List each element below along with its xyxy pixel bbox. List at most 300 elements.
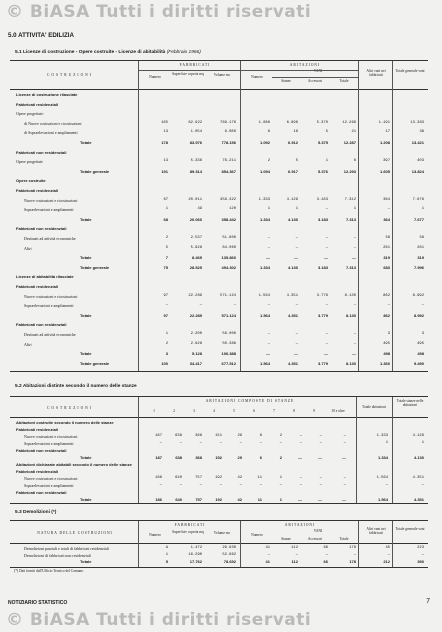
cell-value: 571.124	[220, 293, 236, 298]
header-altri-vani: Altri vani nei fabbricati	[366, 69, 386, 77]
cell-value: —	[325, 303, 328, 308]
cell-value: 364	[383, 216, 390, 222]
cell-value: 4.130	[413, 455, 424, 460]
cell-value: 4.351	[413, 497, 424, 502]
cell-value: —	[343, 434, 346, 438]
table-row	[10, 284, 428, 289]
cell-value: —	[267, 303, 270, 308]
cell-value: 683	[383, 264, 390, 270]
footer-title: NOTIZIARIO STATISTICO	[8, 600, 68, 606]
cell-value: —	[387, 303, 390, 308]
cell-value: 6	[259, 455, 262, 460]
row-label: Licenze di costruzione rilasciate	[16, 92, 78, 97]
table-row	[10, 246, 428, 251]
cell-value: 6.912	[287, 140, 298, 145]
cell-value: A	[165, 546, 168, 550]
cell-value: 1	[165, 207, 168, 212]
cell-value: 7.312	[344, 197, 356, 202]
cell-value: 6	[267, 130, 270, 135]
cell-value: 1.333	[258, 197, 270, 202]
cell-value: 1	[353, 207, 356, 212]
cell-value: 68	[163, 216, 168, 222]
cell-value: 5	[325, 130, 328, 135]
table-row	[10, 169, 428, 174]
cell-value: —	[199, 483, 202, 487]
cell-value: —	[219, 441, 222, 445]
row-label: Totale	[80, 216, 92, 222]
cell-value: —	[324, 351, 328, 357]
cell-value: —	[342, 455, 346, 460]
table-stanze	[10, 396, 428, 504]
cell-value: —	[279, 441, 282, 445]
row-label: di Sopraelevazioni e ampliamenti	[24, 130, 78, 136]
row-label: Totale	[80, 312, 92, 318]
cell-value: 16	[293, 130, 298, 135]
watermark-bottom: © BiASA Tutti i diritti riservati	[6, 610, 312, 630]
cell-value: 261	[417, 245, 424, 250]
cell-value: 82.922	[188, 120, 202, 125]
cell-value: —	[319, 441, 322, 445]
table-row	[10, 448, 428, 453]
table-row	[10, 111, 428, 116]
header-fabbricati: FABBRICATI	[179, 63, 211, 67]
cell-value: 4.129	[286, 197, 298, 202]
cell-value: 192	[215, 476, 222, 480]
cell-value: 7.313	[345, 264, 356, 270]
cell-value: 135.860	[221, 255, 236, 261]
cell-value: —	[299, 483, 302, 487]
cell-value: 3.183	[316, 197, 328, 202]
cell-value: 58	[385, 236, 390, 240]
cell-value: 494.302	[221, 264, 236, 270]
cell-value: —	[325, 245, 328, 250]
header3-volume: Volume mc	[213, 531, 231, 535]
cell-value: 223	[417, 546, 424, 550]
cell-value: 5	[165, 559, 168, 564]
cell-value: 8.465	[191, 255, 202, 261]
cell-value: 178	[349, 559, 356, 564]
row-label: Opere progettate	[16, 159, 43, 165]
table-row	[10, 159, 428, 164]
header3-ab-numero: Numero	[251, 533, 263, 537]
cell-value: —	[421, 552, 424, 557]
row-label: Totale	[80, 559, 92, 564]
cell-value: 13	[163, 130, 168, 135]
cell-value: 5	[295, 159, 298, 164]
table-row	[10, 198, 428, 203]
cell-value: 4.130	[287, 264, 298, 270]
row-label: Totale generale	[80, 360, 110, 366]
row-label: Demolizioni di fabbricati non residenziali	[24, 552, 91, 558]
cell-value: 5.338	[190, 159, 202, 164]
row-label: Abitazioni dichiarate abitabili secondo il numero delle stanze	[16, 462, 132, 467]
header2-costruzioni: COSTRUZIONI	[47, 406, 93, 410]
cell-value: —	[353, 236, 356, 240]
cell-value: 38	[419, 130, 424, 135]
cell-value: —	[267, 552, 270, 557]
header2-col: 2	[173, 409, 175, 413]
table3-note: (*) Dati forniti dall'Ufficio Tecnico del Comune.	[14, 569, 84, 573]
row-label: Totale generale	[80, 264, 110, 270]
cell-value: 106.388	[221, 351, 236, 357]
cell-value: 495	[417, 341, 424, 346]
table-row	[10, 455, 428, 460]
table-row	[10, 265, 428, 270]
header-totale: Totale	[339, 79, 349, 83]
cell-value: —	[343, 441, 346, 445]
row-label: Nuove costruzioni e ricostruzioni	[24, 476, 78, 481]
cell-value: 50.388	[222, 341, 236, 346]
row-label: Totale	[80, 140, 92, 145]
cell-value: 112	[291, 546, 298, 550]
header3-vani: VANI	[313, 529, 323, 533]
cell-value: 3.183	[317, 264, 328, 270]
cell-value: 192	[215, 497, 222, 502]
cell-value: —	[319, 476, 322, 480]
row-label: Abitazioni costruite secondo il numero delle stanze	[16, 420, 114, 425]
cell-value: 498	[383, 351, 390, 357]
table-row	[10, 476, 428, 481]
row-label: Sopraelevazioni e ampliamenti	[24, 483, 74, 488]
cell-value: —	[319, 434, 322, 438]
cell-value: 9.490	[413, 360, 424, 366]
cell-value: 1.086	[258, 120, 270, 125]
cell-value: 5.376	[317, 168, 328, 174]
cell-value: —	[319, 483, 322, 487]
cell-value: 11	[257, 476, 262, 480]
table-row	[10, 92, 428, 97]
cell-value: 28.525	[189, 264, 202, 270]
row-label: di Nuove costruzioni e ricostruzioni	[24, 120, 82, 126]
cell-value: 42	[237, 476, 242, 480]
header2-col: 5	[233, 409, 235, 413]
cell-value: —	[266, 255, 270, 261]
cell-value: 8.992	[413, 312, 424, 318]
table-row	[10, 294, 428, 299]
table-row	[10, 226, 428, 231]
cell-value: 2	[279, 455, 282, 460]
header2-col: 9	[313, 409, 315, 413]
cell-value: 20.011	[188, 197, 202, 202]
cell-value: 7	[165, 255, 168, 261]
cell-value: 3.183	[317, 216, 328, 222]
row-label: Fabbricati non residenziali	[16, 490, 67, 495]
cell-value: 495	[383, 341, 390, 346]
table-row	[10, 546, 428, 551]
cell-value: —	[352, 255, 356, 261]
cell-value: —	[295, 341, 298, 346]
cell-value: 45	[385, 546, 390, 550]
header3-numero: Numero	[149, 533, 161, 537]
cell-value: 8.130	[345, 360, 356, 366]
table-row	[10, 207, 428, 212]
cell-value: —	[219, 483, 222, 487]
cell-value: —	[352, 351, 356, 357]
cell-value: 4.130	[287, 216, 298, 222]
cell-value: 1	[279, 476, 282, 480]
cell-value: —	[342, 497, 346, 502]
page-number: 7	[426, 598, 430, 605]
header-stanze: Stanze	[281, 79, 291, 83]
table-row	[10, 236, 428, 241]
cell-value: 66	[323, 559, 328, 564]
cell-value: —	[324, 255, 328, 261]
table-row	[10, 150, 428, 155]
table2-header	[10, 397, 428, 418]
cell-value: —	[353, 332, 356, 336]
cell-value: 8.130	[345, 312, 356, 318]
cell-value: 17.762	[189, 559, 202, 564]
cell-value: 4.129	[412, 434, 424, 438]
cell-value: —	[259, 483, 262, 487]
header3-superficie: Superficie coperta mq	[172, 530, 204, 534]
cell-value: 1	[165, 332, 168, 336]
cell-value: 8.130	[344, 293, 356, 298]
cell-value: 41	[265, 546, 270, 550]
cell-value: 1.054	[190, 130, 202, 135]
row-label: Fabbricati non residenziali	[16, 322, 67, 328]
cell-value: 17	[385, 130, 390, 135]
row-label: Fabbricati non residenziali	[16, 226, 67, 232]
cell-value: 1.334	[259, 264, 270, 270]
cell-value: 67	[163, 197, 168, 202]
cell-value: 1.092	[259, 140, 270, 145]
table-demolizioni	[10, 520, 428, 568]
cell-value: 1.564	[259, 312, 270, 318]
header2-totale: Totale abitazioni	[362, 405, 386, 409]
row-label: Fabbricati residenziali	[16, 469, 59, 474]
header-volume: Volume mc	[213, 73, 231, 77]
cell-value: —	[325, 207, 328, 212]
cell-value: 187	[155, 455, 162, 460]
cell-value: 1	[295, 207, 298, 212]
cell-value: —	[294, 351, 298, 357]
cell-value: 498	[417, 351, 424, 357]
cell-value: 1	[279, 497, 282, 502]
table-row	[10, 130, 428, 135]
cell-value: 3	[387, 332, 390, 336]
row-label: Altri	[24, 341, 32, 347]
table-row	[10, 322, 428, 327]
cell-value: 49	[197, 207, 202, 212]
cell-value: 1.334	[259, 216, 270, 222]
table-row	[10, 332, 428, 337]
table-row	[10, 483, 428, 488]
cell-value: 100	[161, 360, 168, 366]
cell-value: —	[266, 351, 270, 357]
cell-value: —	[353, 303, 356, 308]
cell-value: 261	[383, 245, 390, 250]
cell-value: —	[267, 236, 270, 240]
row-label: Totale	[80, 351, 92, 357]
cell-value: 13.421	[411, 140, 424, 145]
table-row	[10, 490, 428, 495]
cell-value: 42	[237, 497, 242, 502]
row-label: Sopraelevazioni e ampliamenti	[24, 303, 74, 309]
cell-value: —	[299, 441, 302, 445]
cell-value: —	[199, 303, 202, 308]
cell-value: 52.862	[222, 552, 236, 557]
header-superficie: Superficie coperta mq	[172, 72, 204, 76]
cell-value: 178	[161, 140, 168, 145]
table-row	[10, 303, 428, 308]
table-row	[10, 462, 428, 467]
header2-col: 7	[273, 409, 275, 413]
cell-value: 29	[237, 434, 242, 438]
table-row	[10, 351, 428, 356]
row-label: Totale	[80, 497, 92, 502]
cell-value: 187	[155, 434, 162, 438]
header-ab-numero: Numero	[251, 75, 263, 79]
table1-header	[10, 61, 428, 90]
row-label: Fabbricati non residenziali	[16, 149, 67, 155]
cell-value: —	[279, 483, 282, 487]
table-row	[10, 559, 428, 564]
cell-value: —	[179, 483, 182, 487]
cell-value: 5.370	[316, 120, 328, 125]
cell-value: 22.289	[189, 312, 202, 318]
cell-value: 97	[163, 293, 168, 298]
cell-value: 397	[383, 159, 390, 164]
cell-value: —	[353, 245, 356, 250]
cell-value: 7.313	[345, 216, 356, 222]
cell-value: 403	[417, 159, 424, 164]
row-label: Sopraelevazioni e ampliamenti	[24, 441, 74, 446]
cell-value: 319	[417, 255, 424, 261]
cell-value: 638	[175, 434, 182, 438]
cell-value: —	[299, 476, 302, 480]
cell-value: 640	[175, 497, 182, 502]
cell-value: 7.676	[412, 197, 424, 202]
table-row	[10, 188, 428, 193]
header-numero: Numero	[149, 75, 161, 79]
cell-value: 29.830	[222, 546, 236, 550]
cell-value: 1.208	[379, 140, 390, 145]
cell-value: 58	[419, 236, 424, 240]
cell-value: 862	[383, 293, 390, 298]
row-label: Fabbricati residenziali	[16, 101, 59, 107]
cell-value: 13.824	[411, 168, 424, 174]
cell-value: 152	[215, 455, 222, 460]
table-row	[10, 434, 428, 439]
cell-value: 97	[163, 312, 168, 318]
table-row	[10, 274, 428, 279]
cell-value: 757	[195, 476, 202, 480]
header-abitazioni: ABITAZIONI	[289, 63, 321, 67]
cell-value: 769.176	[220, 120, 236, 125]
cell-value: 1.564	[259, 360, 270, 366]
cell-value: 7.677	[413, 216, 424, 222]
cell-value: —	[295, 245, 298, 250]
header2-col: 1	[153, 409, 155, 413]
cell-value: 368	[195, 455, 202, 460]
cell-value: 862	[383, 312, 390, 318]
cell-value: 12.287	[343, 140, 356, 145]
cell-value: —	[387, 552, 390, 557]
header2-col: 10 e oltre	[331, 409, 345, 413]
row-label: Destinati ad attività economiche	[24, 332, 76, 337]
row-label: Fabbricati residenziali	[16, 188, 59, 193]
row-label: Sopraelevazioni e ampliamenti	[24, 207, 74, 213]
table-row	[10, 342, 428, 347]
header3-stanze: Stanze	[281, 537, 291, 541]
header2-col: 3	[193, 409, 195, 413]
cell-value: —	[267, 341, 270, 346]
header-accessori: Accessori	[307, 79, 323, 83]
cell-value: 8.992	[412, 293, 424, 298]
cell-value: 1.334	[377, 455, 388, 460]
cell-value: 1.333	[376, 434, 388, 438]
cell-value: —	[159, 441, 162, 445]
cell-value: 12.293	[343, 168, 356, 174]
cell-value: 571.124	[221, 312, 236, 318]
row-label: Opere costruite	[16, 178, 46, 184]
header-costruzioni: COSTRUZIONI	[47, 73, 93, 77]
cell-value: —	[239, 483, 242, 487]
cell-value: 5.128	[191, 351, 202, 357]
header-totale-generale: Totale generale vani	[395, 69, 425, 73]
cell-value: 41	[265, 559, 270, 564]
cell-value: 1	[385, 441, 388, 445]
cell-value: 9.080	[224, 130, 236, 135]
table-row	[10, 255, 428, 260]
cell-value: —	[325, 552, 328, 557]
cell-value: 3.779	[317, 360, 328, 366]
cell-value: —	[295, 552, 298, 557]
cell-value: —	[179, 441, 182, 445]
table-row	[10, 102, 428, 107]
cell-value: 1	[325, 159, 328, 164]
cell-value: 6	[259, 434, 262, 438]
table-row	[10, 420, 428, 425]
cell-value: 5.928	[190, 245, 202, 250]
cell-value: —	[421, 303, 424, 308]
cell-value: 76.211	[222, 159, 236, 164]
table-row	[10, 497, 428, 502]
cell-value: 13	[163, 159, 168, 164]
table-row	[10, 427, 428, 432]
cell-value: 638	[175, 455, 182, 460]
header2-composte: ABITAZIONI COMPOSTE DI STANZE	[205, 399, 295, 403]
cell-value: —	[343, 476, 346, 480]
cell-value: 34.417	[189, 360, 202, 366]
cell-value: 1.564	[376, 476, 388, 480]
table-row	[10, 217, 428, 222]
table1-title: 5.1 Licenze di costruzione - Opere costruite - Licenze di abitabilità (Febbraio 1966)	[15, 50, 201, 55]
cell-value: 6.917	[287, 168, 298, 174]
cell-value: —	[318, 497, 322, 502]
cell-value: 89.314	[189, 168, 202, 174]
row-label: Fabbricati residenziali	[16, 284, 59, 289]
cell-value: 3	[165, 351, 168, 357]
cell-value: 84.060	[222, 245, 236, 250]
cell-value: 4.351	[286, 293, 298, 298]
cell-value: 677.512	[221, 360, 236, 366]
cell-value: 1.191	[378, 120, 390, 125]
table-row	[10, 178, 428, 183]
cell-value: 5.375	[317, 140, 328, 145]
cell-value: —	[298, 455, 302, 460]
row-label: Nuove costruzioni e ricostruzioni	[24, 293, 78, 299]
table-row	[10, 140, 428, 145]
row-label: Totale	[80, 455, 92, 460]
cell-value: 7.996	[413, 264, 424, 270]
cell-value: 186	[155, 497, 162, 502]
cell-value: 178	[349, 546, 356, 550]
cell-value: 319	[383, 255, 390, 261]
header3-fabbricati: FABBRICATI	[174, 523, 206, 527]
cell-value: —	[421, 483, 424, 487]
